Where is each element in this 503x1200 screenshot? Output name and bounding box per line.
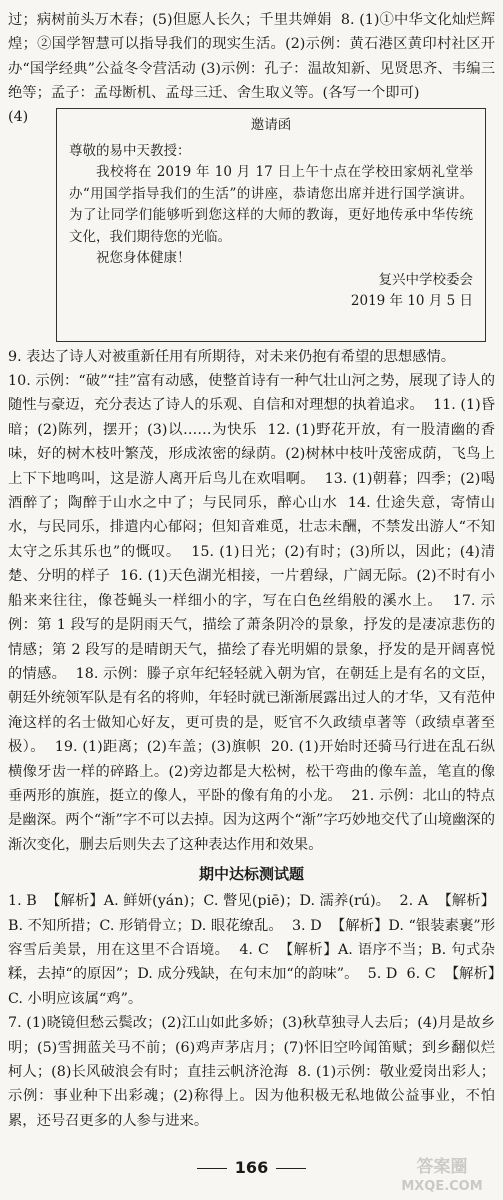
invitation-section bbox=[8, 107, 495, 345]
page-number: 166 bbox=[234, 1158, 269, 1177]
letter-greeting: 尊敬的易中天教授： bbox=[69, 142, 191, 159]
watermark-logo bbox=[383, 1152, 501, 1196]
answer-paragraph-mid-7-8: 7. (1)晓镜但愁云鬓改；(2)江山如此多娇；(3)秋草独寻人去后；(4)月是故乡明；(5)雪拥蓝关马不前；(6)鸡声茅店月；(7)怀旧空吟闻笛赋；到乡翻似烂柯人；(8)长风破浪会有时；直挂云帆济沧海 8. (1)示例：敬业爱岗出彩人；示例：事业种下出彩魂；(2)称得上。因为他积极无私地做公益事业，不怕累，还号召更多的人参与进来。 bbox=[8, 1015, 495, 1129]
answer-paragraph-mid-1-6: 1. B 【解析】A. 鲜妍(yán)；C. 瞥见(piē)；D. 濡养(rú)。 2. A 【解析】B. 不知所措；C. 形销骨立；D. 眼花缭乱。 3. D 【解析】D. “银装素裹”形容雪后美景，用在这里不合语境。 4. C 【解析】A. 语序不当；B. 句式杂糅，去掉“的原因”；D. 成分残缺，在句末加“的韵味”。 5. D 6. C 【解析】C. 小明应该属“鸡”。 bbox=[8, 893, 495, 1007]
section-title: 期中达标测试题 bbox=[198, 865, 304, 884]
answer-page bbox=[8, 8, 495, 1133]
letter-sender: 复兴中学校委会 bbox=[378, 271, 473, 288]
letter-body: 我校将在 2019 年 10 月 17 日上午十点在学校田家炳礼堂举办“用国学指导我们的生活”的讲座，恭请您出席并进行国学演讲。为了让同学们能够听到您这样的大师的教诲，更好地传承中华传统文化，我们期待您的光临。 bbox=[69, 164, 473, 245]
letter-date: 2019 年 10 月 5 日 bbox=[350, 293, 473, 310]
invitation-letter-box bbox=[56, 108, 486, 342]
letter-title: 邀请函 bbox=[250, 116, 292, 133]
question-number: (4) bbox=[8, 108, 29, 125]
svg-text:答案圈: 答案圈 bbox=[416, 1157, 468, 1177]
letter-wish: 祝您身体健康！ bbox=[96, 250, 191, 267]
svg-text:MXQE.COM: MXQE.COM bbox=[401, 1179, 483, 1194]
answer-paragraph-9: 9. 表达了诗人对被重新任用有所期待，对未来仍抱有希望的思想感情。 bbox=[8, 348, 456, 365]
answer-paragraph-7-8: 过；病树前头万木春；(5)但愿人长久；千里共婵娟 8. (1)①中华文化灿烂辉煌；②国学智慧可以指导我们的现实生活。(2)示例：黄石港区黄印村社区开办“国学经典”公益冬令营活动 (3)示例：孔子：温故知新、见贤思齐、韦编三绝等；孟子：孟母断机、孟母三迁、舍生取义等。(各写一个即可) bbox=[8, 12, 495, 102]
footer-dash-right bbox=[276, 1168, 306, 1170]
footer-dash-left bbox=[197, 1168, 227, 1170]
answer-paragraph-10-21: 10. 示例：“破”“挂”富有动感，使整首诗有一种气壮山河之势，展现了诗人的随性与豪迈，充分表达了诗人的乐观、自信和对理想的执着追求。 11. (1)昏暗；(2)陈列，摆开；(3)以……为快乐 12. (1)野花开放，有一股清幽的香味，好的树木枝叶繁茂，形成浓密的绿荫。(2)树林中枝叶茂密成荫，飞鸟上上下下地鸣叫，这是游人离开后鸟儿在欢唱啊。 13. (1)朝暮；四季；(2)喝酒醉了；陶醉于山水之中了；与民同乐，醉心山水 14. 仕途失意，寄情山水，与民同乐，排遣内心郁闷；但知音难觅，壮志未酬，不禁发出游人“不知太守之乐其乐也”的慨叹。 15. (1)日光；(2)有时；(3)所以，因此；(4)清楚、分明的样子 16. (1)天色湖光相接，一片碧绿，广阔无际。(2)不时有小船来来往往，像苍蝇头一样细小的字，写在白色丝绢般的溪水上。 17. 示例：第 1 段写的是阴雨天气，描绘了萧条阴冷的景象，抒发的是凄凉悲伤的情感；第 2 段写的是晴朗天气，描绘了春光明媚的景象，抒发的是开阔喜悦的情感。 18. 示例：滕子京年纪轻轻就入朝为官，在朝廷上是有名的文臣，朝廷外统领军队是有名的将帅，年轻时就已渐渐展露出过人的才华，又有范仲淹这样的名士做知心好友，更可贵的是，贬官不久政绩卓著等（政绩卓著至极）。 19. (1)距离；(2)车盖；(3)旗帜 20. (1)开始时还骑马行进在乱石纵横像牙齿一样的碎路上。(2)旁边都是大松树，松干弯曲的像车盖，笔直的像垂两形的旗旌，挺立的像人，平卧的像有角的小龙。 21. 示例：北山的特点是幽深。两个“渐”字不可以去掉。因为这两个“渐”字巧妙地交代了山境幽深的渐次变化，删去后则失去了这种表达作用和效果。 bbox=[8, 373, 495, 853]
